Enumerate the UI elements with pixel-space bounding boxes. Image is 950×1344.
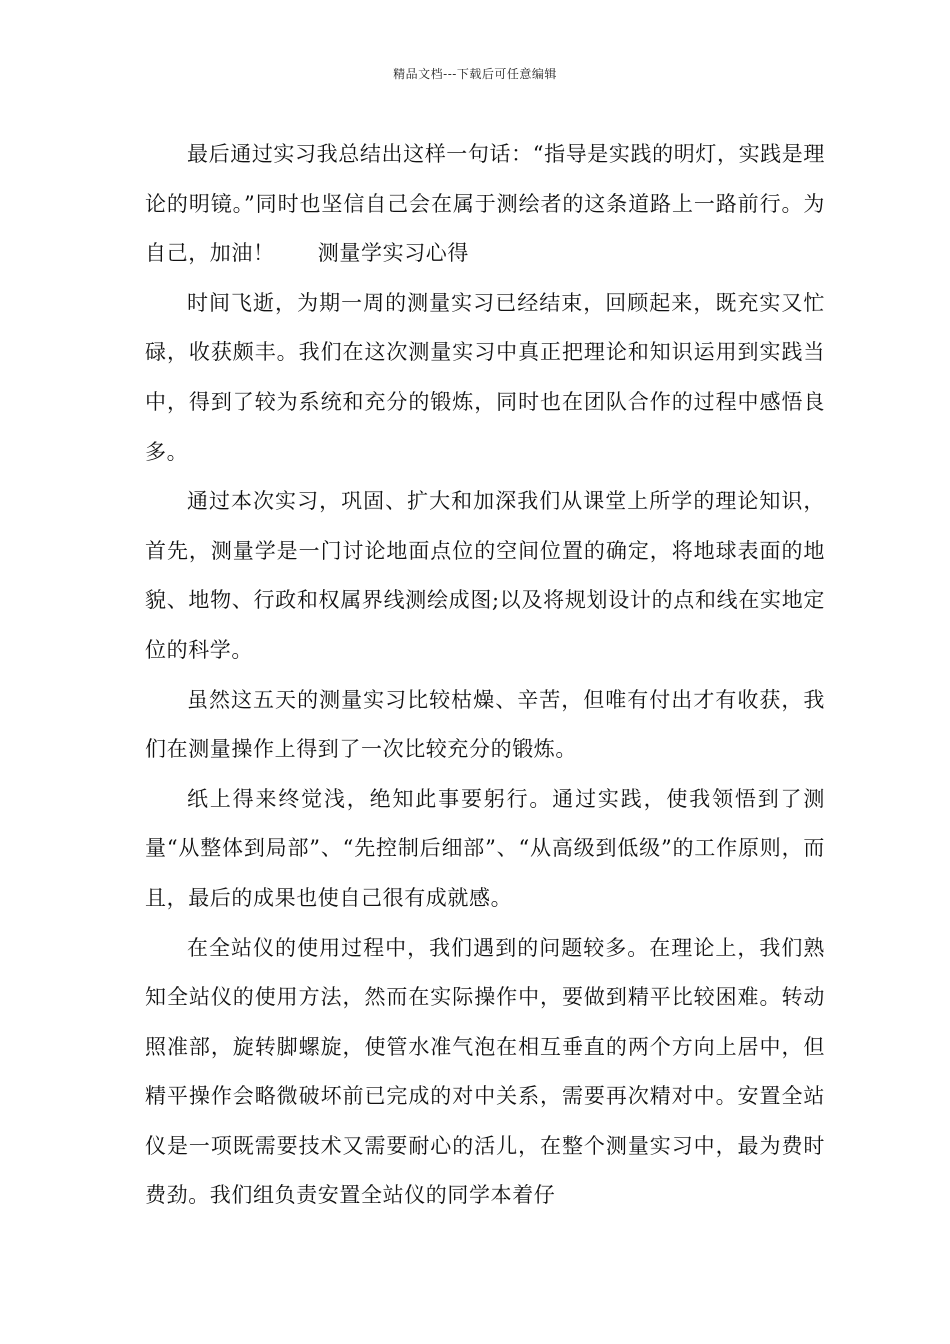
paragraph-effort: 虽然这五天的测量实习比较枯燥、辛苦，但唯有付出才有收获，我们在测量操作上得到了一次比较充分的锻炼。 — [145, 687, 825, 762]
page-header: 精品文档---下载后可任意编辑 — [393, 67, 557, 81]
paragraph-conclusion: 最后通过实习我总结出这样一句话：“指导是实践的明灯，实践是理论的明镜。”同时也坚信自己会在属于测绘者的这条道路上一路前行。为自己，加油！ 测量学实习心得 — [145, 142, 825, 266]
paragraph-total-station: 在全站仪的使用过程中，我们遇到的问题较多。在理论上，我们熟知全站仪的使用方法，然而在实际操作中，要做到精平比较困难。转动照准部，旋转脚螺旋，使管水准气泡在相互垂直的两个方向上居中，但精平操作会略微破坏前已完成的对中关系，需要再次精对中。安置全站仪是一项既需要技术又需要耐心的活儿，在整个测量实习中，最为费时费劲。我们组负责安置全站仪的同学本着仔 — [145, 935, 825, 1208]
paragraph-theory: 通过本次实习，巩固、扩大和加深我们从课堂上所学的理论知识，首先，测量学是一门讨论地面点位的空间位置的确定，将地球表面的地貌、地物、行政和权属界线测绘成图;以及将规划设计的点和线在实地定位的科学。 — [145, 489, 825, 662]
paragraph-intro: 时间飞逝，为期一周的测量实习已经结束，回顾起来，既充实又忙碌，收获颇丰。我们在这次测量实习中真正把理论和知识运用到实践当中，得到了较为系统和充分的锻炼，同时也在团队合作的过程中感悟良多。 — [145, 290, 825, 464]
paragraph-practice: 纸上得来终觉浅，绝知此事要躬行。通过实践，使我领悟到了测量“从整体到局部”、“先控制后细部”、“从高级到低级”的工作原则，而且，最后的成果也使自己很有成就感。 — [145, 786, 825, 910]
document-body — [145, 130, 825, 1221]
